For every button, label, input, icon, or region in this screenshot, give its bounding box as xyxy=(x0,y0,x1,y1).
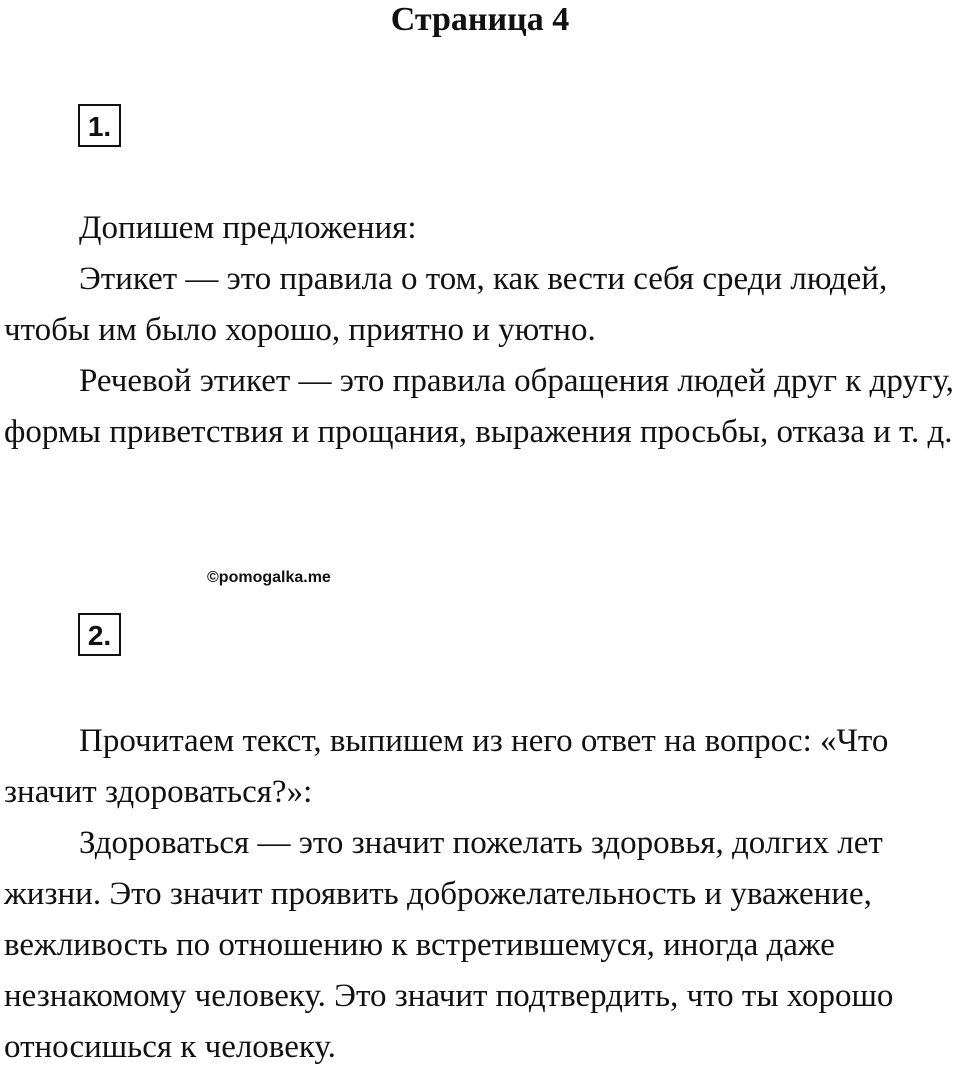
task-2-paragraph-1: Прочитаем текст, выпишем из него ответ на вопрос: «Что значит здороваться?»: xyxy=(4,723,889,810)
page-title: Страница 4 xyxy=(390,1,570,38)
task-2-text xyxy=(4,716,960,1073)
task-1-paragraph-3: Речевой этикет — это правила обращения людей друг к другу, формы приветствия и прощания, выражения просьбы, отказа и т. д. xyxy=(4,363,954,450)
task-2-paragraph-2: Здороваться — это значит пожелать здоровья, долгих лет жизни. Это значит проявить доброжелательность и уважение, вежливость по отношению к встретившемуся, иногда даже незнакомому человеку. Это значит подтвердить, что ты хорошо относишься к человеку. xyxy=(4,825,894,1065)
task-number-1: 1. xyxy=(78,104,121,147)
watermark: ©pomogalka.me xyxy=(207,569,331,586)
task-number-2: 2. xyxy=(78,613,121,656)
task-1-text xyxy=(4,203,960,458)
task-1-paragraph-2: Этикет — это правила о том, как вести себя среди людей, чтобы им было хорошо, приятно и уютно. xyxy=(4,261,888,348)
task-1-paragraph-1: Допишем предложения: xyxy=(79,210,417,246)
